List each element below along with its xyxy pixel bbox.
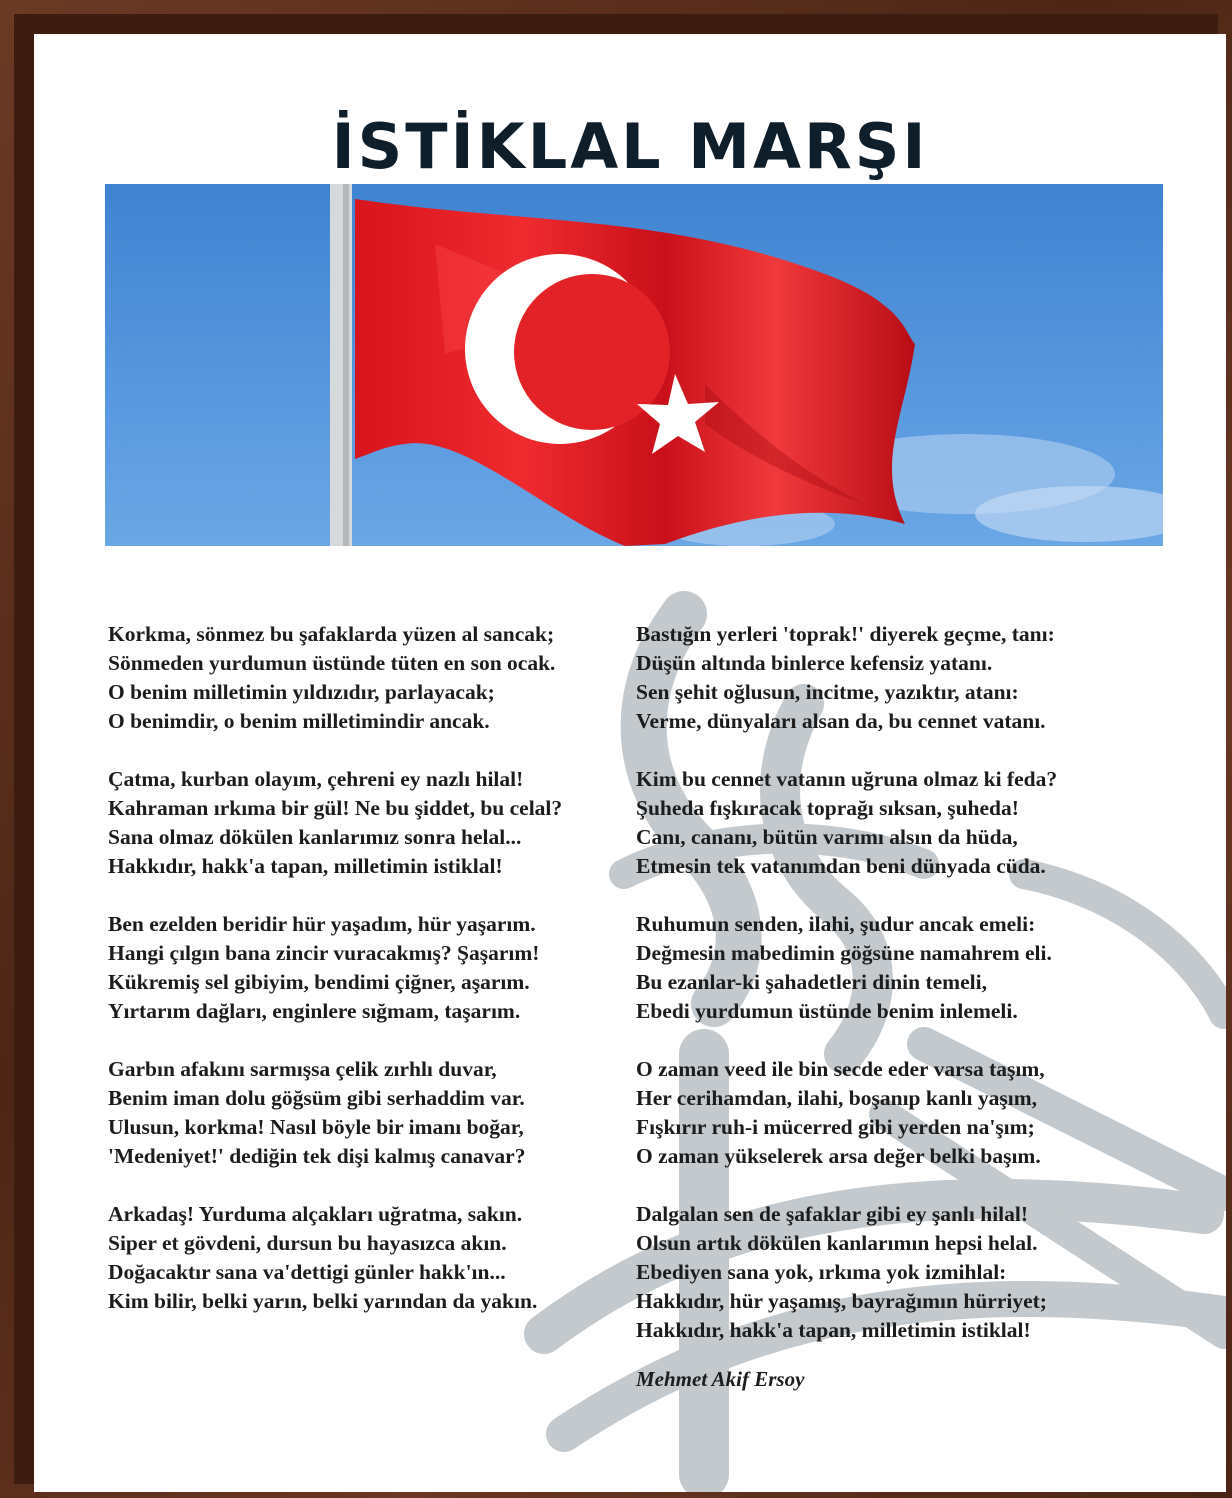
- verse-line: Fışkırır ruh-i mücerred gibi yerden na'şım;: [636, 1115, 1035, 1139]
- verse-line: Kükremiş sel gibiyim, bendimi çiğner, aşarım.: [108, 970, 530, 994]
- verse-line: O benim milletimin yıldızıdır, parlayacak;: [108, 680, 495, 704]
- verse-line: Hangi çılgın bana zincir vuracakmış? Şaşarım!: [108, 941, 540, 965]
- verse-line: Ebediyen sana yok, ırkıma yok izmihlal:: [636, 1260, 1007, 1284]
- verse-line: O zaman veed ile bin secde eder varsa taşım,: [636, 1057, 1045, 1081]
- verse-line: Ben ezelden beridir hür yaşadım, hür yaşarım.: [108, 912, 536, 936]
- verse-line: Ulusun, korkma! Nasıl böyle bir imanı boğar,: [108, 1115, 524, 1139]
- stanza: [636, 1055, 1196, 1171]
- verse-line: Kim bu cennet vatanın uğruna olmaz ki feda?: [636, 767, 1058, 791]
- verse-line: Bastığın yerleri 'toprak!' diyerek geçme, tanı:: [636, 622, 1055, 646]
- verse-line: 'Medeniyet!' dediğin tek dişi kalmış canavar?: [108, 1144, 526, 1168]
- verse-line: Kim bilir, belki yarın, belki yarından da yakın.: [108, 1289, 538, 1313]
- verse-line: O zaman yükselerek arsa değer belki başım.: [636, 1144, 1041, 1168]
- verse-line: Garbın afakını sarmışsa çelik zırhlı duvar,: [108, 1057, 497, 1081]
- verse-line: Doğacaktır sana va'dettigi günler hakk'ın...: [108, 1260, 506, 1284]
- verse-line: O benimdir, o benim milletimindir ancak.: [108, 709, 490, 733]
- verse-line: Etmesin tek vatanımdan beni dünyada cüda.: [636, 854, 1046, 878]
- verse-line: Sönmeden yurdumun üstünde tüten en son ocak.: [108, 651, 556, 675]
- stanza: [108, 620, 648, 736]
- stanza: [636, 1200, 1196, 1345]
- verse-line: Olsun artık dökülen kanlarımın hepsi helal.: [636, 1231, 1038, 1255]
- verse-line: Sana olmaz dökülen kanlarımız sonra helal...: [108, 825, 522, 849]
- stanza: [108, 910, 648, 1026]
- poem-left-column: [108, 620, 648, 1345]
- verse-line: Şuheda fışkıracak toprağı sıksan, şuheda!: [636, 796, 1019, 820]
- stanza: [108, 765, 648, 881]
- stanza: [636, 765, 1196, 881]
- author-signature: Mehmet Akif Ersoy: [636, 1367, 805, 1391]
- poster-paper: [34, 34, 1226, 1492]
- verse-line: Düşün altında binlerce kefensiz yatanı.: [636, 651, 993, 675]
- poem-right-column: [636, 620, 1196, 1374]
- verse-line: Değmesin mabedimin göğsüne namahrem eli.: [636, 941, 1052, 965]
- verse-line: Korkma, sönmez bu şafaklarda yüzen al sancak;: [108, 622, 555, 646]
- verse-line: Benim iman dolu göğsüm gibi serhaddim var.: [108, 1086, 525, 1110]
- verse-line: Çatma, kurban olayım, çehreni ey nazlı hilal!: [108, 767, 524, 791]
- stanza: [108, 1200, 648, 1316]
- page-title: İSTİKLAL MARŞI: [331, 110, 929, 183]
- verse-line: Canı, cananı, bütün varımı alsın da hüda,: [636, 825, 1018, 849]
- verse-line: Dalgalan sen de şafaklar gibi ey şanlı hilal!: [636, 1202, 1029, 1226]
- stanza: [108, 1055, 648, 1171]
- verse-line: Verme, dünyaları alsan da, bu cennet vatanı.: [636, 709, 1046, 733]
- verse-line: Kahraman ırkıma bir gül! Ne bu şiddet, bu celal?: [108, 796, 563, 820]
- flag-photo: [105, 184, 1163, 546]
- verse-line: Her cerihamdan, ilahi, boşanıp kanlı yaşım,: [636, 1086, 1038, 1110]
- frame-inner-border: [14, 14, 1218, 1484]
- stanza: [636, 910, 1196, 1026]
- verse-line: Ruhumun senden, ilahi, şudur ancak emeli:: [636, 912, 1036, 936]
- verse-line: Hakkıdır, hakk'a tapan, milletimin istiklal!: [108, 854, 503, 878]
- verse-line: Sen şehit oğlusun, incitme, yazıktır, atanı:: [636, 680, 1019, 704]
- verse-line: Hakkıdır, hakk'a tapan, milletimin istiklal!: [636, 1318, 1031, 1342]
- verse-line: Hakkıdır, hür yaşamış, bayrağımın hürriyet;: [636, 1289, 1047, 1313]
- verse-line: Ebedi yurdumun üstünde benim inlemeli.: [636, 999, 1018, 1023]
- verse-line: Siper et gövdeni, dursun bu hayasızca akın.: [108, 1231, 507, 1255]
- verse-line: Yırtarım dağları, enginlere sığmam, taşarım.: [108, 999, 521, 1023]
- stanza: [636, 620, 1196, 736]
- verse-line: Bu ezanlar-ki şahadetleri dinin temeli,: [636, 970, 987, 994]
- verse-line: Arkadaş! Yurduma alçakları uğratma, sakın.: [108, 1202, 523, 1226]
